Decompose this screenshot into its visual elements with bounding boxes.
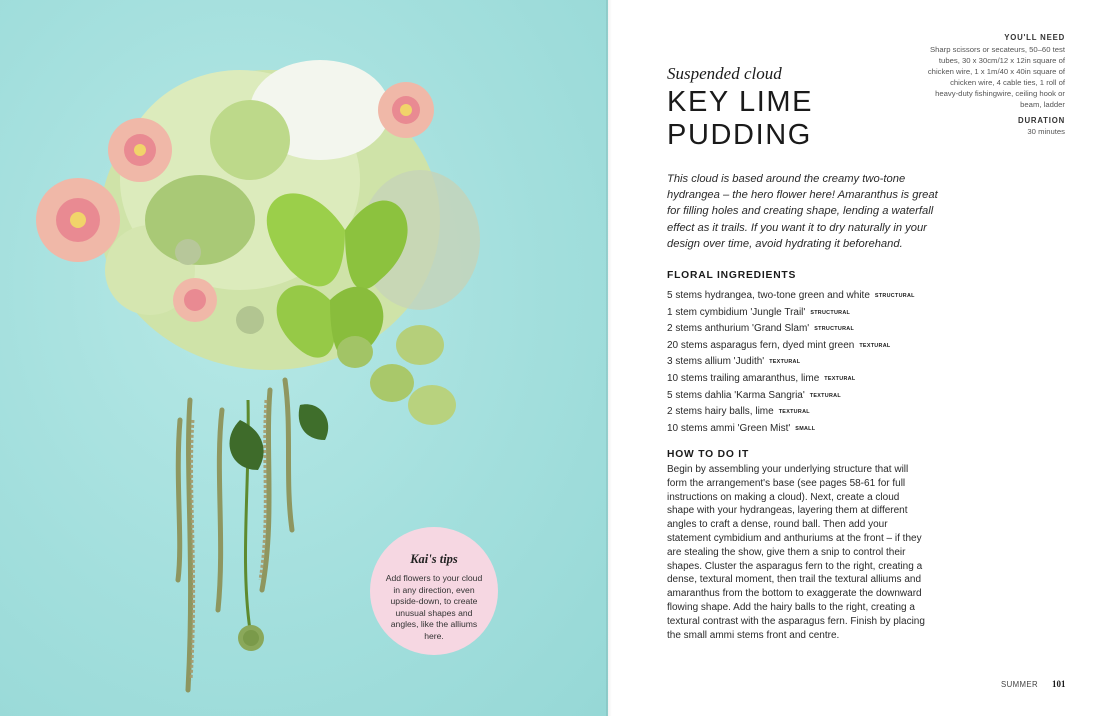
list-item: [667, 421, 967, 438]
list-item: [667, 321, 967, 338]
list-item: [667, 338, 967, 355]
ingredient-text: 2 stems anthurium 'Grand Slam': [667, 323, 810, 335]
list-item: [667, 388, 967, 405]
ingredient-tag: STRUCTURAL: [874, 293, 915, 299]
duration-heading: DURATION: [1018, 115, 1065, 125]
ingredients-list: [667, 288, 967, 437]
recipe-title: KEY LIME PUDDING: [667, 86, 814, 151]
ingredient-tag: STRUCTURAL: [810, 309, 851, 316]
ingredient-text: 10 stems trailing amaranthus, lime: [667, 372, 820, 384]
list-item: [667, 371, 967, 388]
page-number: 101: [1052, 679, 1066, 689]
youll-need-box: [925, 33, 1065, 136]
ingredient-text: 1 stem cymbidium 'Jungle Trail': [667, 306, 806, 318]
ingredient-tag: TEXTURAL: [809, 392, 841, 399]
ingredient-text: 10 stems ammi 'Green Mist': [667, 422, 791, 434]
footer-section-label: SUMMER: [1001, 680, 1039, 689]
recipe-intro: This cloud is based around the creamy two-tone hydrangea – the hero flower here! Amaranthus is great for filling holes and creating shape, lending a waterfall effect as it trails. If you want it to dry naturally in your design over time, avoid hydrating it beforehand.: [667, 173, 938, 250]
method-text: Begin by assembling your underlying structure that will form the arrangement's base (see pages 58-61 for full instructions on making a cloud). Next, create a cloud shape with your hydrangeas, layering them at different angles to craft a dense, round ball. Then add your statement cymbidium and anthuriums at the front – if they are stealing the show, give them a snip to control their shapes. Cluster the asparagus fern to the right, creating a dense, textural moment, then trail the textural alliums and amaranthus from the bottom to exaggerate the downward flowing shape. Add the hairy balls to the right, creating a textural contrast with the asparagus fern. Finish by placing the small ammi stems front and centre.: [667, 464, 925, 641]
ingredient-tag: TEXTURAL: [859, 342, 891, 349]
youll-need-list: Sharp scissors or secateurs, 50–60 test tubes, 30 x 30cm/12 x 12in square of chicken wire, 1 x 1m/40 x 40in square of chicken wire, 4 cable ties, 1 roll of heavy-duty fishingwire, ceiling hook or beam, ladder: [927, 45, 1065, 110]
ingredient-tag: SMALL: [795, 425, 816, 432]
ingredient-text: 5 stems hydrangea, two-tone green and white: [667, 290, 870, 301]
list-item: [667, 288, 967, 305]
list-item: [667, 404, 967, 421]
list-item: [667, 354, 967, 371]
recipe-subtitle: Suspended cloud: [667, 64, 782, 83]
list-item: [667, 305, 967, 322]
ingredient-text: 5 stems dahlia 'Karma Sangria': [667, 389, 805, 401]
tips-title: Kai's tips: [410, 552, 458, 566]
kais-tips-callout: [370, 527, 498, 655]
ingredient-tag: TEXTURAL: [778, 409, 810, 416]
recipe-page: [608, 0, 1100, 716]
ingredient-tag: TEXTURAL: [769, 359, 801, 366]
duration-value: 30 minutes: [1027, 126, 1065, 136]
ingredient-tag: TEXTURAL: [824, 375, 856, 382]
ingredient-text: 3 stems allium 'Judith': [667, 356, 765, 368]
tips-text: Add flowers to your cloud in any direction, even upside-down, to create unusual shapes and angles, like the alliums here.: [385, 573, 483, 641]
ingredients-heading: FLORAL INGREDIENTS: [667, 270, 797, 281]
ingredient-text: 20 stems asparagus fern, dyed mint green: [667, 339, 855, 351]
method-heading: HOW TO DO IT: [667, 449, 750, 460]
ingredient-tag: STRUCTURAL: [814, 326, 855, 333]
ingredient-text: 2 stems hairy balls, lime: [667, 406, 774, 418]
youll-need-heading: YOU'LL NEED: [1004, 33, 1065, 42]
